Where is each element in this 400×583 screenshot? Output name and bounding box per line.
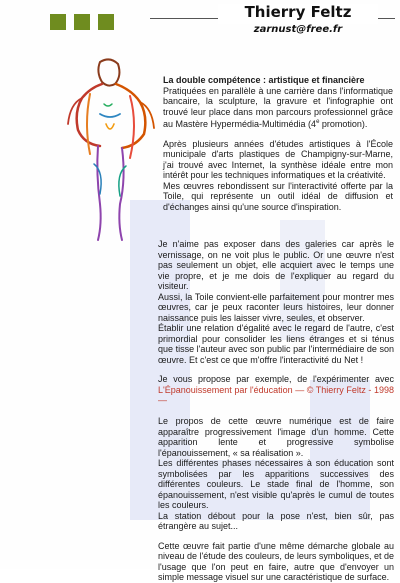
paragraph: Pratiquées en parallèle à une carrière dans l'informatique bancaire, la sculpture, la gravure et l'infographie ont trouvé leur place dans mon parcours professionnel grâce au Mastère Hypermédia-Multimédia (4 — [163, 85, 393, 129]
section-one — [163, 75, 393, 221]
green-square — [74, 14, 90, 30]
section-one-continued — [158, 239, 394, 415]
section-heading: La double compétence : artistique et financière — [163, 75, 365, 85]
paragraph: Le propos de cette œuvre numérique est de faire apparaître progressivement l'image d'un homme. Cette apparition lente et progressive symbolise l'épanouissement, « sa réalisation ». — [158, 416, 394, 458]
author-name: Thierry Feltz — [244, 3, 352, 21]
paragraph-end: promotion). — [319, 119, 368, 129]
paragraph: Aussi, la Toile convient-elle parfaitement pour montrer mes œuvres, car je peux raconter leurs histoires, leur donner naissance puis les laisser vivre, seules, et observer. — [158, 291, 394, 323]
paragraph: Je n'aime pas exposer dans des galeries car après le vernissage, on ne voit plus le public. Or une œuvre n'est pas seulement un objet, elle acquiert avec le temps une vie propre, et je me dois de l'expliquer au regard du visiteur. — [158, 239, 394, 291]
paragraph: Cette œuvre fait partie d'une même démarche globale au niveau de l'étude des couleurs, de leurs symboliques, et de l'usage que l'on peut en faire, autre que d'envoyer un simple message visuel sur une caractéristique de surface. — [158, 540, 394, 582]
green-square — [50, 14, 66, 30]
paragraph: Après plusieurs années d'études artistiques à l'École municipale d'arts plastiques de Champigny-sur-Marne, j'ai trouvé avec Internet, la synthèse idéale entre mon intérêt pour les techniques informatiques et la créativité. — [163, 138, 393, 180]
author-email[interactable]: zarnust@free.fr — [253, 24, 343, 35]
superscript: e — [316, 119, 320, 125]
paragraph: Établir une relation d'égalité avec le regard de l'autre, c'est primordial pour consolider les liens étranges et si ténus que tisse l'auteur avec son public par l'intermédiaire de son œuvre. Et c'est ce que m'offre l'interactivité du Net ! — [158, 323, 394, 365]
green-square — [98, 14, 114, 30]
paragraph: La station débout pour la pose n'est, bien sûr, pas étrangère au sujet... — [158, 510, 394, 531]
paragraph: Je vous propose par exemple, de l'expérimenter avec — [158, 374, 394, 384]
decorative-squares — [50, 14, 114, 30]
paragraph: Les différentes phases nécessaires à son éducation sont symbolisées par les apparitions successives des différentes couleurs. Le stade final de l'homme, son épanouissement, n'est visible qu'après le cumul de toutes les couleurs. — [158, 458, 394, 510]
artwork-link[interactable]: L'Épanouissement par l'éducation — © Thierry Feltz - 1998 — — [158, 384, 394, 405]
paragraph: Mes œuvres rebondissent sur l'interactivité offerte par la Toile, qui représente un outil idéal de diffusion et d'échanges ainsi qu'une source d'inspiration. — [163, 180, 393, 212]
section-two — [158, 416, 394, 583]
male-figure-drawing — [60, 54, 160, 246]
